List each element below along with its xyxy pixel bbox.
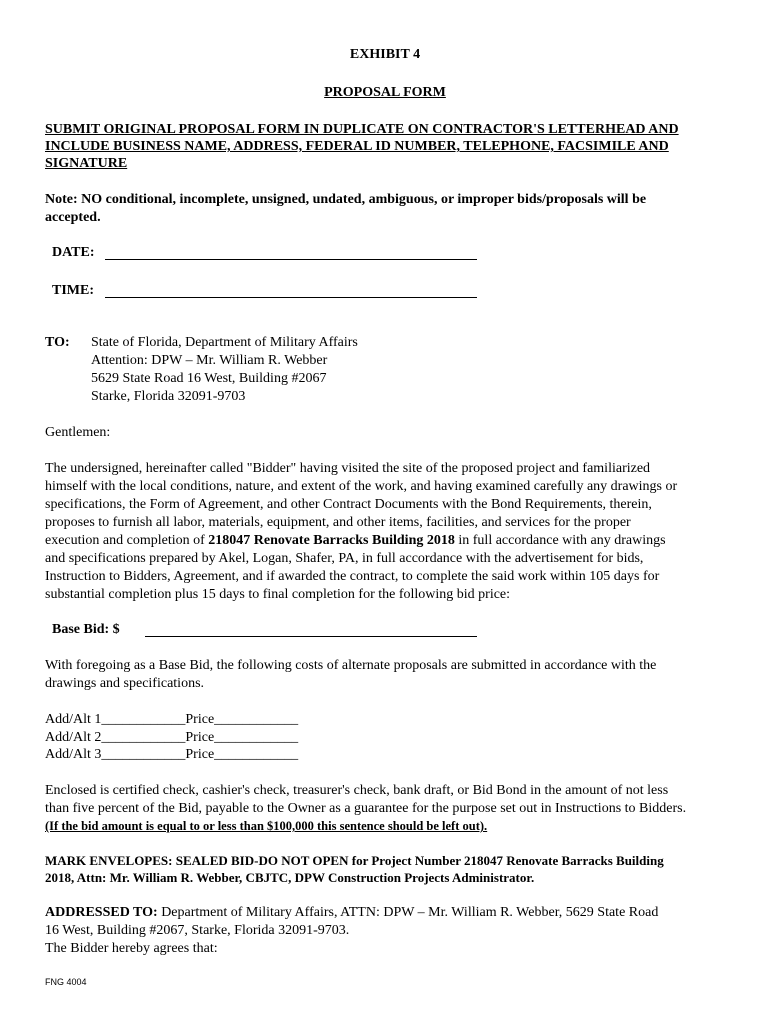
base-bid-label: Base Bid: $ [52, 622, 120, 637]
date-label: DATE: [52, 245, 95, 260]
footer-code: FNG 4004 [45, 977, 87, 987]
mark-envelopes-line-1: MARK ENVELOPES: SEALED BID-DO NOT OPEN for Project Number 218047 Renovate Barracks Building [45, 853, 664, 868]
body-line-2: himself with the local conditions, nature, and extent of the work, and having examined carefully any drawings or [45, 479, 678, 494]
addressed-label: ADDRESSED TO: [45, 905, 158, 920]
alternates-intro-line-2: drawings and specifications. [45, 676, 205, 691]
time-label: TIME: [52, 283, 94, 298]
enclosed-note: (If the bid amount is equal to or less than $100,000 this sentence should be left out). [45, 819, 488, 833]
alternate-row-2[interactable]: Add/Alt 2____________Price____________ [45, 730, 299, 745]
address-line-4: Starke, Florida 32091-9703 [91, 389, 246, 404]
instruction-line-1: SUBMIT ORIGINAL PROPOSAL FORM IN DUPLICATE ON CONTRACTOR'S LETTERHEAD AND [45, 122, 679, 137]
project-name: 218047 Renovate Barracks Building 2018 [208, 533, 455, 548]
time-field-line[interactable] [105, 297, 477, 298]
alternate-row-1[interactable]: Add/Alt 1____________Price____________ [45, 712, 299, 727]
alternates-intro-line-1: With foregoing as a Base Bid, the following costs of alternate proposals are submitted in accordance with the [45, 658, 657, 673]
body-line-5 [45, 532, 666, 550]
body-line-1: The undersigned, hereinafter called "Bidder" having visited the site of the proposed project and familiarized [45, 461, 651, 476]
enclosed-line-2: than five percent of the Bid, payable to the Owner as a guarantee for the purpose set out in Instructions to Bidders. [45, 801, 687, 816]
agrees-line: The Bidder hereby agrees that: [45, 941, 218, 956]
salutation: Gentlemen: [45, 425, 111, 440]
body-line-4: proposes to furnish all labor, materials, equipment, and other items, facilities, and services for the proper [45, 515, 631, 530]
mark-envelopes-line-2: 2018, Attn: Mr. William R. Webber, CBJTC, DPW Construction Projects Administrator. [45, 870, 535, 885]
body-line-5-post: in full accordance with any drawings [454, 533, 666, 548]
address-line-2: Attention: DPW – Mr. William R. Webber [91, 353, 328, 368]
addressed-text: Department of Military Affairs, ATTN: DPW – Mr. William R. Webber, 5629 State Road [157, 905, 659, 920]
enclosed-line-1: Enclosed is certified check, cashier's check, treasurer's check, bank draft, or Bid Bond in the amount of not less [45, 783, 669, 798]
alternate-row-3[interactable]: Add/Alt 3____________Price____________ [45, 747, 299, 762]
body-line-3: specifications, the Form of Agreement, and other Contract Documents with the Bond Requirements, therein, [45, 497, 652, 512]
address-line-1: State of Florida, Department of Military Affairs [91, 335, 358, 350]
date-field-line[interactable] [105, 259, 477, 260]
to-label: TO: [45, 335, 70, 350]
exhibit-heading: EXHIBIT 4 [349, 47, 421, 62]
addressed-line-1 [45, 904, 658, 922]
form-title: PROPOSAL FORM [324, 85, 446, 100]
body-line-5-pre: execution and completion of [45, 533, 209, 548]
note-line-1: Note: NO conditional, incomplete, unsigned, undated, ambiguous, or improper bids/proposals will be [45, 192, 647, 207]
address-line-3: 5629 State Road 16 West, Building #2067 [91, 371, 327, 386]
base-bid-field-line[interactable] [145, 636, 477, 637]
addressed-line-2: 16 West, Building #2067, Starke, Florida 32091-9703. [45, 923, 350, 938]
body-line-7: Instruction to Bidders, Agreement, and if awarded the contract, to complete the said work within 105 days for [45, 569, 660, 584]
body-line-8: substantial completion plus 15 days to final completion for the following bid price: [45, 587, 511, 602]
note-line-2: accepted. [45, 210, 101, 225]
instruction-line-3: SIGNATURE [45, 156, 128, 171]
body-line-6: and specifications prepared by Akel, Logan, Shafer, PA, in full accordance with the advertisement for bids, [45, 551, 644, 566]
instruction-line-2: INCLUDE BUSINESS NAME, ADDRESS, FEDERAL ID NUMBER, TELEPHONE, FACSIMILE AND [45, 139, 669, 154]
